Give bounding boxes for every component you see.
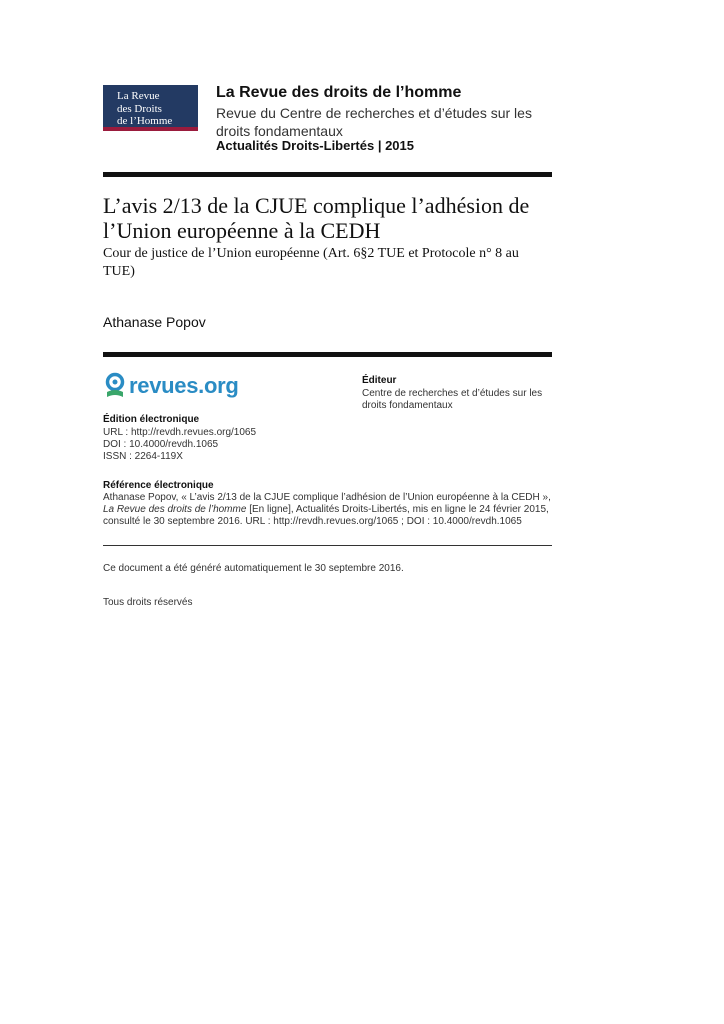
rights-note: Tous droits réservés: [103, 597, 193, 608]
reference-text: [103, 492, 552, 528]
edition-details: [103, 427, 552, 463]
reference-journal: La Revue des droits de l’homme: [103, 504, 247, 515]
edition-url[interactable]: URL : http://revdh.revues.org/1065: [103, 427, 257, 438]
journal-issue: Actualités Droits-Libertés | 2015: [216, 138, 414, 153]
logo-line: La Revue: [117, 90, 160, 102]
editeur-label: Éditeur: [362, 375, 397, 386]
divider-middle: [103, 352, 552, 357]
logo-line: de l’Homme: [117, 115, 173, 127]
article-title: L’avis 2/13 de la CJUE complique l’adhésion de l’Union européenne à la CEDH: [103, 193, 530, 243]
journal-subtitle: Revue du Centre de recherches et d’études sur les droits fondamentaux: [216, 105, 532, 139]
journal-title: La Revue des droits de l’homme: [216, 84, 462, 101]
revues-logo[interactable]: [103, 372, 239, 400]
divider-bottom: [103, 545, 552, 546]
editeur-text: Centre de recherches et d’études sur les droits fondamentaux: [362, 388, 543, 411]
reference-part2: [En ligne], Actualités Droits-Libertés, mis en ligne le 24 février 2015, consulté le 30 septembre 2016. URL : http://revdh.revues.org/1065 ; DOI : 10.4000/revdh.1065: [103, 504, 549, 527]
reference-part1: Athanase Popov, « L’avis 2/13 de la CJUE complique l’adhésion de l’Union européenne à la CEDH »,: [103, 492, 551, 503]
divider-top: [103, 172, 552, 177]
journal-logo: [103, 85, 198, 131]
logo-line: des Droits: [117, 102, 162, 115]
generated-note: Ce document a été généré automatiquement le 30 septembre 2016.: [103, 563, 404, 574]
revues-flower-icon: [103, 372, 127, 400]
edition-label: Édition électronique: [103, 414, 200, 425]
edition-issn: ISSN : 2264-119X: [103, 451, 183, 462]
reference-label: Référence électronique: [103, 480, 214, 491]
revues-logo-text: revues.org: [129, 373, 239, 398]
article-subtitle: Cour de justice de l’Union européenne (Art. 6§2 TUE et Protocole n° 8 au TUE): [103, 246, 519, 279]
article-author: Athanase Popov: [103, 314, 206, 330]
edition-doi[interactable]: DOI : 10.4000/revdh.1065: [103, 439, 219, 450]
